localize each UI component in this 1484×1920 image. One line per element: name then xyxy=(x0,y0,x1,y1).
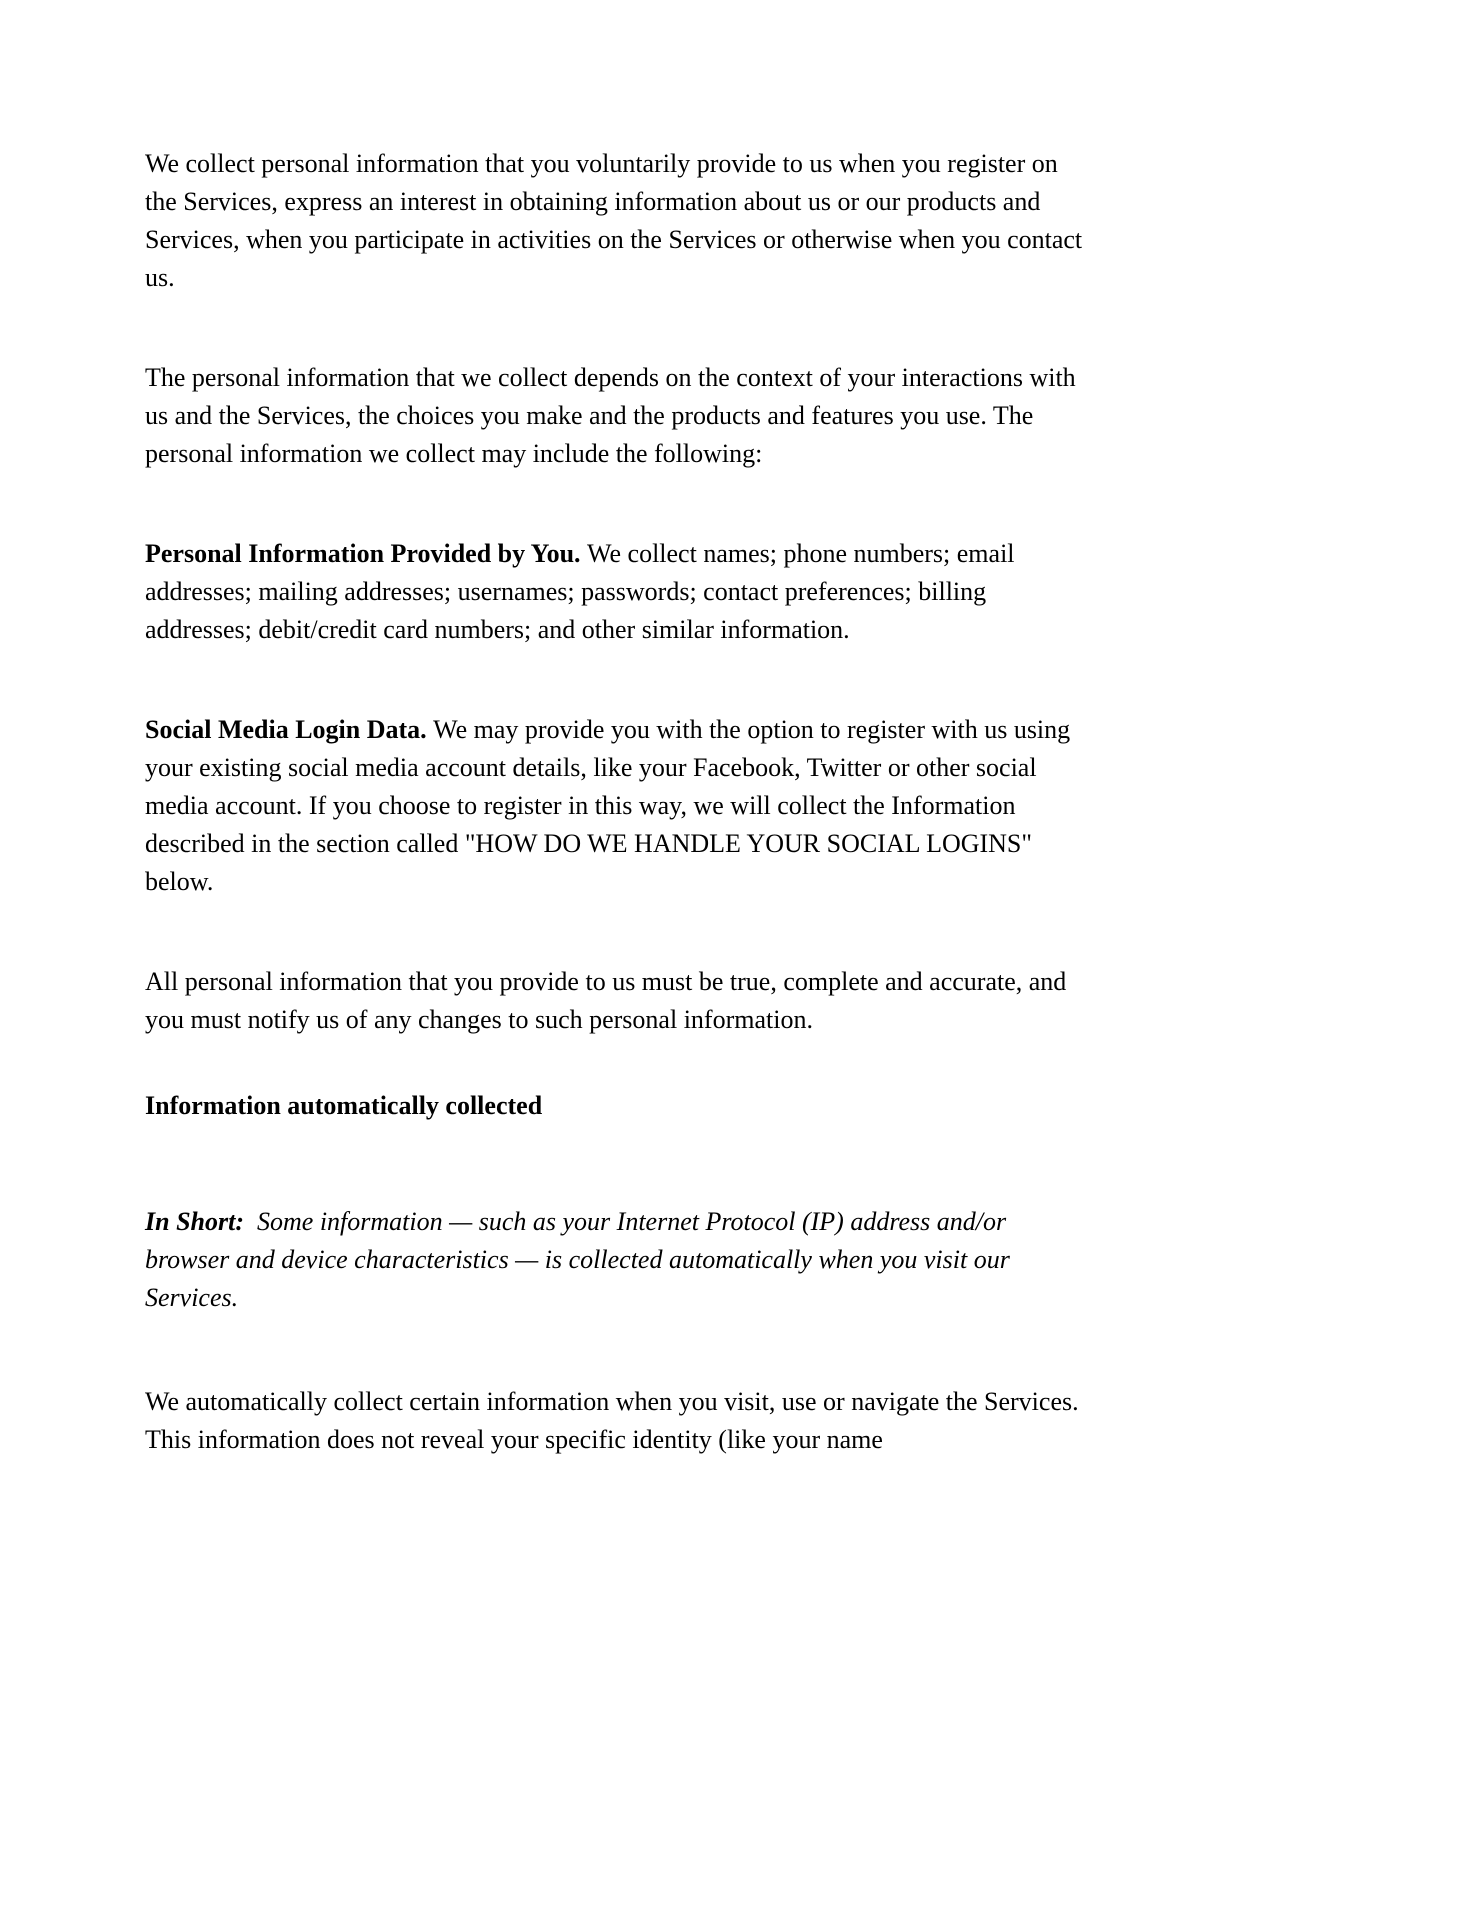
paragraph-context xyxy=(145,359,1090,473)
heading-information-automatically-collected: Information automatically collected xyxy=(145,1091,543,1120)
text-run: Personal Information Provided by You. xyxy=(145,539,588,568)
paragraph-social-media-login-data xyxy=(145,711,1090,901)
paragraph-in-short xyxy=(145,1203,1090,1317)
text-run: In Short: xyxy=(145,1207,244,1236)
paragraph-personal-information-provided xyxy=(145,535,1090,649)
text-run: Some information — such as your Internet Protocol (IP) address and/or browser and device characteristics — is collected automatically when you visit our Services. xyxy=(145,1207,1017,1312)
text-run: We may provide you with the option to register with us using your existing social media account details, like your Facebook, Twitter or other social media account. If you choose to register in this way, we will collect the Information described in the section called "HOW DO WE HANDLE YOUR SOCIAL LOGINS" below. xyxy=(145,715,1077,896)
text-run: Social Media Login Data. xyxy=(145,715,434,744)
text-run: All personal information that you provide to us must be true, complete and accurate, and you must notify us of any changes to such personal information. xyxy=(145,967,1073,1034)
text-run: We automatically collect certain information when you visit, use or navigate the Services. This information does not reveal your specific identity (like your name xyxy=(145,1387,1085,1454)
paragraph-accuracy-requirement xyxy=(145,963,1090,1039)
text-run: We collect names; phone numbers; email addresses; mailing addresses; usernames; passwords; contact preferences; billing addresses; debit/credit card numbers; and other similar information. xyxy=(145,539,1022,644)
text-run: The personal information that we collect depends on the context of your interactions with us and the Services, the choices you make and the products and features you use. The personal information we collect may include the following: xyxy=(145,363,1083,468)
paragraph-automatic-collection xyxy=(145,1383,1090,1459)
text-run: We collect personal information that you voluntarily provide to us when you register on the Services, express an interest in obtaining information about us or our products and Services, when you participate in activities on the Services or otherwise when you contact us. xyxy=(145,149,1089,292)
paragraph-intro xyxy=(145,145,1090,297)
